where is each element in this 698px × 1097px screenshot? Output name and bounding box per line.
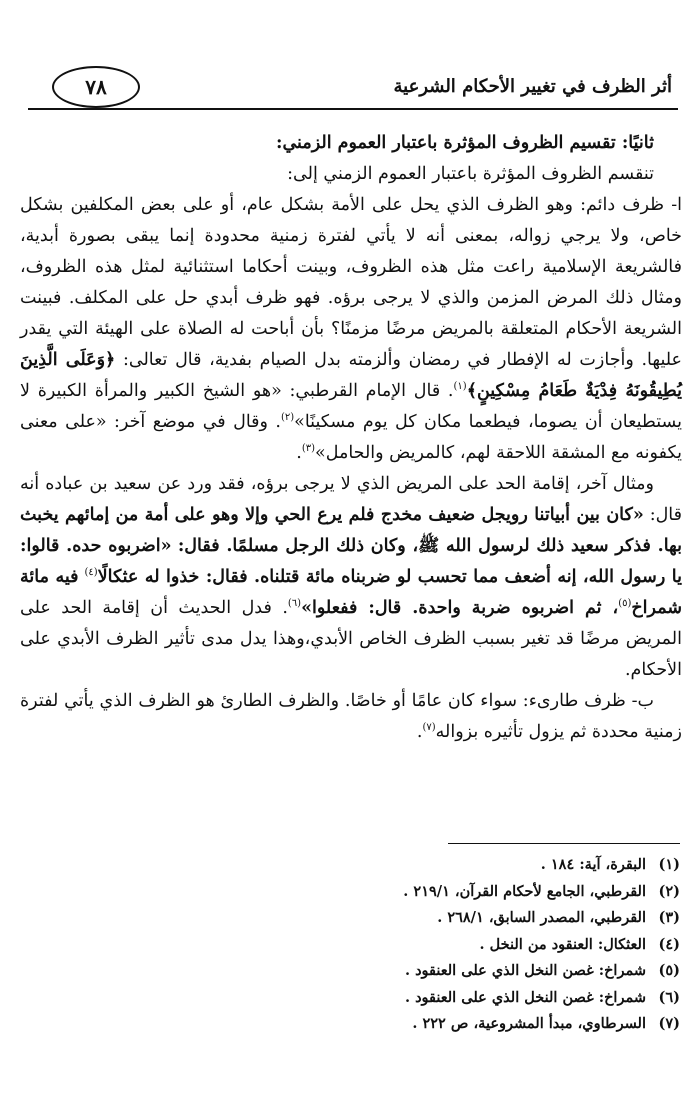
footnote-text: القرطبي، المصدر السابق، ٢٦٨/١ . <box>437 909 646 926</box>
footnote-item <box>40 932 680 959</box>
running-title: أثر الظرف في تغيير الأحكام الشرعية <box>393 76 672 97</box>
footnote-item <box>40 1011 680 1038</box>
hadith-text: «كان بين أبياتنا رويجل ضعيف مخدج فلم يرع الحي وإلا وهو على أمة من إمائهم يخبث بها. فذكر سعيد ذلك لرسول الله ﷺ، وكان ذلك الرجل مسلمًا. فقال: <box>20 505 682 556</box>
footnote-item <box>40 958 680 985</box>
hadith-text: ، ثم اضربوه ضربة واحدة. قال: ففعلوا» <box>301 598 619 618</box>
footnote-item <box>40 985 680 1012</box>
paragraph-text: ب- ظرف طارىء: سواء كان عامًا أو خاصًا. والظرف الطارئ هو الظرف الذي يأتي لفترة زمنية محددة ثم يزول تأثيره بزواله <box>20 691 682 742</box>
paragraph-permanent-circumstance: ا- ظرف دائم: وهو الظرف الذي يحل على الأمة بشكل عام، أو على بعض المكلفين بشكل خاص، ولا يرجي زواله، بمعنى أنه لا يأتي لفترة زمنية محدودة إنما يبقى بصورة أبدية، فالشريعة الإسلامية راعت مثل هذه الظروف، وبينت أحكاما استثنائية لمثل هذه الظروف، ومثال ذلك المرض المزمن والذي لا يرجى برؤه. فهو ظرف أبدي حل على المكلف. فبينت الشريعة الأحكام المتعلقة بالمريض مرضًا مزمنًا؟ بأن أباحت له الصلاة على الهيئة التي يقدر عليها. وأجازت له الإفطار في رمضان وألزمته بدل الصيام بفدية، قال تعالى: ﴿وَعَلَى الَّذِينَ يُطِيقُونَهُ فِدْيَةٌ طَعَامُ مِسْكِينٍ﴾$^{(١)}$. قال الإمام القرطبي: «هو الشيخ الكبير والمرأة الكبيرة لا يستطيعان أن يصوما، فيطعما مكان كل يوم مسكينًا»$^{(٢)}$. وقال في موضع آخر: «على معنى يكفونه مع المشقة اللاحقة لهم، كالمريض والحامل»$^{(٣)}$. <box>20 195 682 463</box>
hadith-text: فيه مائة شمراخ <box>20 567 682 618</box>
footnote-text: شمراخ: غصن النخل الذي على العنقود . <box>404 988 646 1006</box>
footnote-number: (٣) <box>658 909 680 926</box>
footnote-number: (٥) <box>658 962 680 979</box>
paragraph-text: ومثال آخر، إقامة الحد على المريض الذي لا يرجى برؤه، فقد ورد عن سعيد بن عباده أنه قال: <box>20 474 682 525</box>
footnote-divider <box>448 843 680 844</box>
footnote-text: شمراخ: غصن النخل الذي على العنقود . <box>404 962 646 979</box>
footnote-number: (١) <box>658 856 680 873</box>
footnote-number: (٧) <box>658 1015 680 1032</box>
hadith-text: «اضربوه حده. قالوا: يا رسول الله، إنه أضعف مما تحسب لو ضربناه مائة قتلناه. فقال: خذوا له عثكالًا <box>20 536 682 587</box>
page-header <box>18 66 678 110</box>
footnote-text: السرطاوي، مبدأ المشروعية، ص ٢٢٢ . <box>412 1015 646 1032</box>
paragraph-text: . <box>416 722 423 742</box>
paragraph-text: . وقال في موضع آخر: «على معنى يكفونه مع المشقة اللاحقة لهم، كالمريض والحامل» <box>20 412 682 463</box>
paragraph-temporary-circumstance <box>20 686 682 748</box>
footnote-ref-4[interactable]: (٤) <box>84 567 98 579</box>
quran-verse: ﴿وَعَلَى الَّذِينَ يُطِيقُونَهُ فِدْيَةٌ طَعَامُ مِسْكِينٍ﴾ <box>20 350 682 401</box>
footnote-ref-6[interactable]: (٦) <box>287 598 302 610</box>
footnote-ref-5[interactable]: (٥) <box>618 598 632 610</box>
footnote-ref-2[interactable]: (٢) <box>280 412 295 424</box>
footnote-ref-7[interactable]: (٧) <box>422 722 436 734</box>
section-heading: ثانيًا: تقسيم الظروف المؤثرة باعتبار العموم الزمني: <box>276 133 654 153</box>
footnotes-list <box>40 852 680 1038</box>
paragraph-text: . قال الإمام القرطبي: «هو الشيخ الكبير والمرأة الكبيرة لا يستطيعان أن يصوما، فيطعما مكان كل يوم مسكينًا» <box>20 381 682 432</box>
footnote-ref-3[interactable]: (٣) <box>301 443 316 455</box>
footnote-number: (٦) <box>658 988 680 1006</box>
footnote-text: القرطبي، الجامع لأحكام القرآن، ٢١٩/١ . <box>403 882 646 900</box>
footnote-number: (٤) <box>658 935 680 953</box>
paragraph-text: ا- ظرف دائم: وهو الظرف الذي يحل على الأمة بشكل عام، أو على بعض المكلفين بشكل خاص، ولا يرجي زواله، بمعنى أنه لا يأتي لفترة زمنية محدودة إنما يبقى بصورة أبدية، فالشريعة الإسلامية راعت مثل هذه الظروف، وبينت أحكاما استثنائية لمثل هذه الظروف، ومثال ذلك المرض المزمن والذي لا يرجى برؤه. فهو ظرف أبدي حل على المكلف. فبينت الشريعة الأحكام المتعلقة بالمريض مرضًا مزمنًا؟ بأن أباحت له الصلاة على الهيئة التي يقدر عليها. وأجازت له الإفطار في رمضان وألزمته بدل الصيام بفدية، قال تعالى: <box>20 195 682 370</box>
footnote-text: البقرة، آية: ١٨٤ . <box>540 856 646 873</box>
footnote-item <box>40 905 680 932</box>
footnote-text: العثكال: العنقود من النخل . <box>479 935 646 953</box>
page-number: ٧٨ <box>52 66 140 108</box>
footnote-item <box>40 852 680 879</box>
intro-paragraph: تنقسم الظروف المؤثرة باعتبار العموم الزمني إلى: <box>287 164 654 184</box>
footnote-number: (٢) <box>658 882 680 900</box>
footnote-ref-1[interactable]: (١) <box>453 381 467 393</box>
paragraph-text: . فدل الحديث أن إقامة الحد على المريض مرضًا قد تغير بسبب الظرف الخاص الأبدي،وهذا يدل مدى تأثير الظرف الأبدي على الأحكام. <box>20 598 682 680</box>
header-rule <box>28 108 678 110</box>
footnote-item <box>40 879 680 906</box>
body-text <box>20 128 682 748</box>
paragraph-hadith-example <box>20 469 682 686</box>
